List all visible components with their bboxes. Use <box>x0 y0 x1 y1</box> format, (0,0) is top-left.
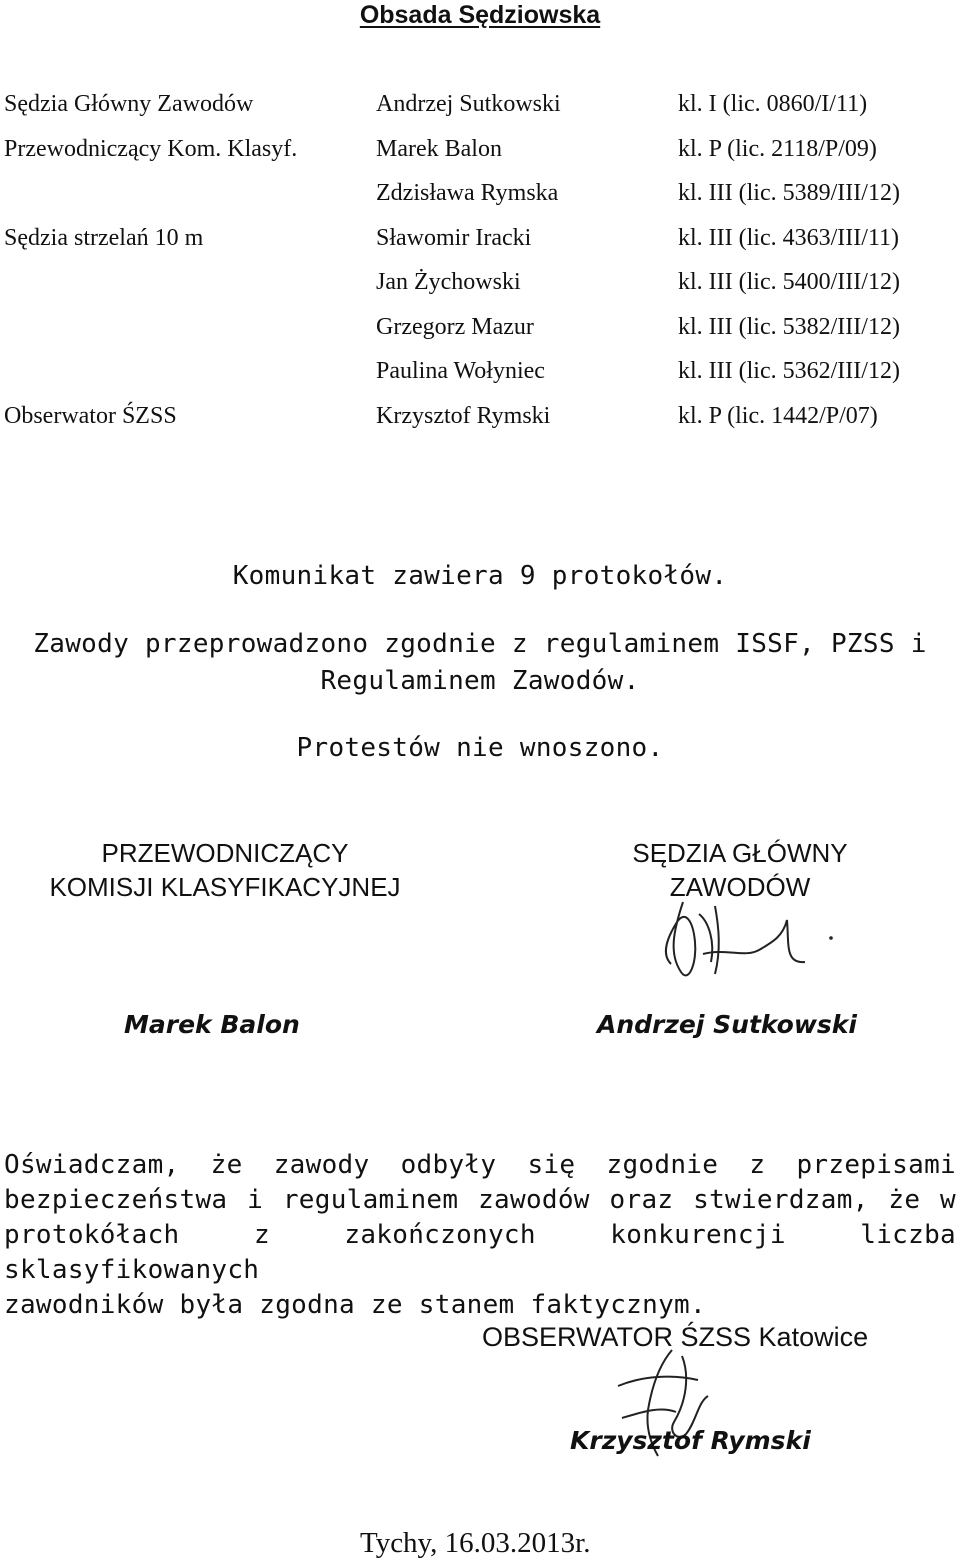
right-signature-name: Andrzej Sutkowski <box>597 1010 857 1039</box>
official-row <box>0 266 960 298</box>
official-name: Zdzisława Rymska <box>376 180 559 206</box>
official-license: kl. III (lic. 5362/III/12) <box>678 358 900 384</box>
right-signature-title-2: ZAWODÓW <box>669 872 811 902</box>
official-row <box>0 133 960 165</box>
statement-line: Oświadczam, że zawody odbyły się zgodnie z przepisami <box>4 1150 956 1180</box>
compliance-statement <box>4 1148 956 1323</box>
judge-signature-image <box>655 892 845 984</box>
official-row <box>0 177 960 209</box>
official-name: Andrzej Sutkowski <box>376 91 561 117</box>
observer-title: OBSERWATOR ŚZSS Katowice <box>482 1322 869 1352</box>
official-license: kl. III (lic. 5389/III/12) <box>678 180 900 206</box>
official-row <box>0 400 960 432</box>
left-signature-name: Marek Balon <box>124 1010 300 1039</box>
official-license: kl. P (lic. 1442/P/07) <box>678 403 878 429</box>
place-and-date: Tychy, 16.03.2013r. <box>360 1527 591 1559</box>
statement-line: bezpieczeństwa i regulaminem zawodów oraz stwierdzam, że w <box>4 1185 956 1215</box>
official-role: Sędzia Główny Zawodów <box>4 91 254 117</box>
official-row <box>0 222 960 254</box>
right-signature-title-1: SĘDZIA GŁÓWNY <box>632 838 848 868</box>
official-name: Sławomir Iracki <box>376 225 532 251</box>
official-name: Jan Żychowski <box>376 269 521 295</box>
official-role: Obserwator ŚZSS <box>4 403 177 429</box>
official-name: Marek Balon <box>376 136 502 162</box>
protocols-note: Komunikat zawiera 9 protokołów. <box>232 561 728 591</box>
official-license: kl. III (lic. 4363/III/11) <box>678 225 900 251</box>
rules-note-line-2: Regulaminem Zawodów. <box>320 666 640 696</box>
official-role: Sędzia strzelań 10 m <box>4 225 204 251</box>
official-row <box>0 355 960 387</box>
official-row <box>0 88 960 120</box>
left-signature-title-2: KOMISJI KLASYFIKACYJNEJ <box>49 872 401 902</box>
official-license: kl. III (lic. 5400/III/12) <box>678 269 900 295</box>
protests-note: Protestów nie wnoszono. <box>296 733 664 763</box>
official-name: Grzegorz Mazur <box>376 314 534 340</box>
rules-note-line-1: Zawody przeprowadzono zgodnie z regulaminem ISSF, PZSS i <box>33 629 927 659</box>
document-title-text: Obsada Sędziowska <box>359 1 601 29</box>
statement-line: zawodników była zgodna ze stanem faktycznym. <box>4 1290 706 1320</box>
official-license: kl. P (lic. 2118/P/09) <box>678 136 877 162</box>
document-title <box>0 0 960 30</box>
official-row <box>0 311 960 343</box>
left-signature-title-1: PRZEWODNICZĄCY <box>101 838 349 868</box>
statement-line: protokółach z zakończonych konkurencji liczba sklasyfikowanych <box>4 1220 956 1285</box>
official-name: Krzysztof Rymski <box>376 403 551 429</box>
official-name: Paulina Wołyniec <box>376 358 545 384</box>
official-role: Przewodniczący Kom. Klasyf. <box>4 136 298 162</box>
official-license: kl. I (lic. 0860/I/11) <box>678 91 868 117</box>
observer-name: Krzysztof Rymski <box>570 1426 811 1455</box>
official-license: kl. III (lic. 5382/III/12) <box>678 314 900 340</box>
